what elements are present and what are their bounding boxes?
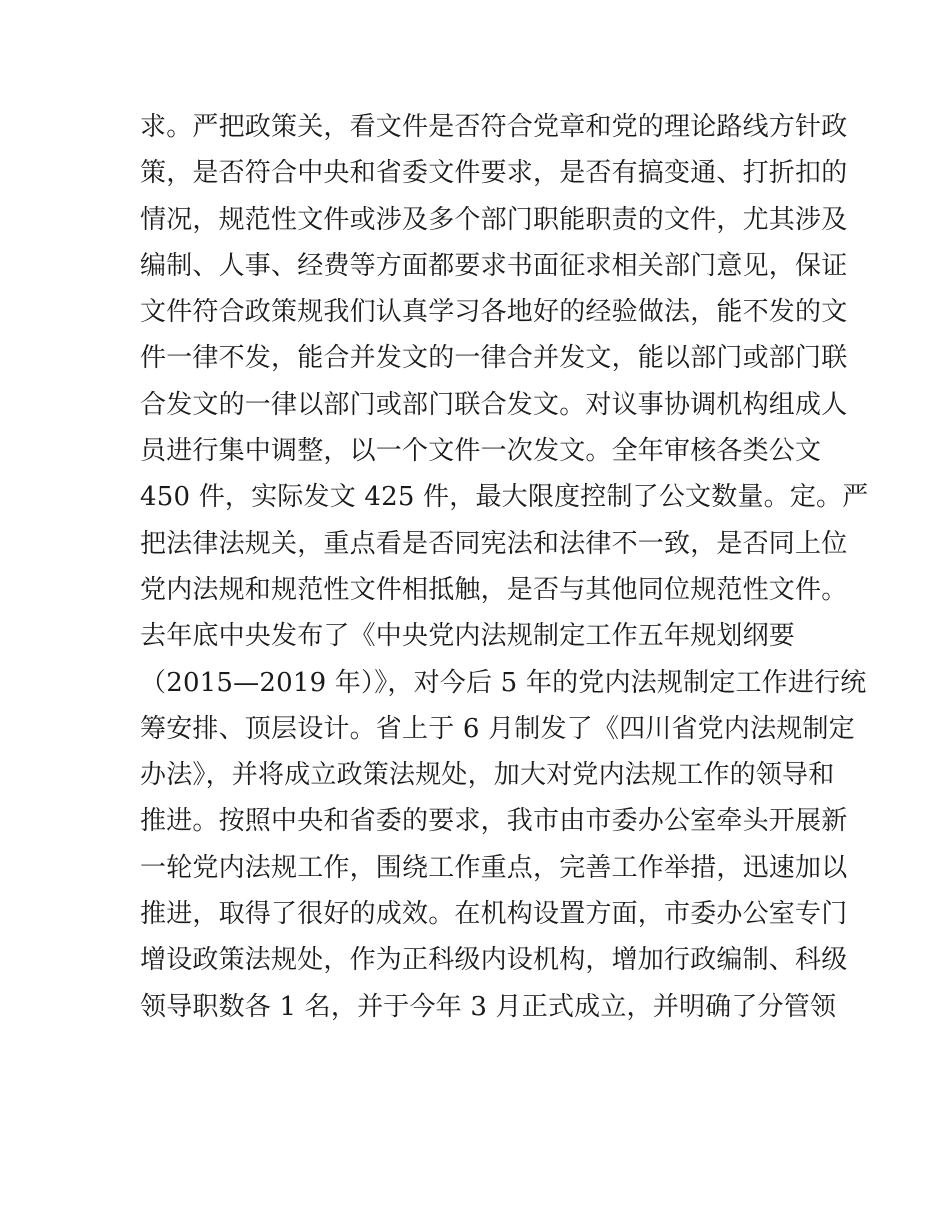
text-line: 情况，规范性文件或涉及多个部门职能职责的文件，尤其涉及 bbox=[140, 204, 848, 235]
text-line: 一轮党内法规工作，围绕工作重点，完善工作举措，迅速加以 bbox=[140, 852, 848, 883]
text-line: 文件符合政策规我们认真学习各地好的经验做法，能不发的文 bbox=[140, 297, 848, 328]
text-line: 增设政策法规处，作为正科级内设机构，增加行政编制、科级 bbox=[140, 945, 848, 976]
text-line: 员进行集中调整，以一个文件一次发文。全年审核各类公文 bbox=[140, 436, 822, 467]
body-text bbox=[140, 104, 869, 1030]
text-line: 450 件，实际发文 425 件，最大限度控制了公文数量。定。严 bbox=[140, 482, 869, 513]
text-line: 推进，取得了很好的成效。在机构设置方面，市委办公室专门 bbox=[140, 899, 848, 930]
text-line: （2015—2019 年）》，对今后 5 年的党内法规制定工作进行统 bbox=[140, 667, 867, 698]
text-line: 去年底中央发布了《中央党内法规制定工作五年规划纲要 bbox=[140, 621, 796, 652]
text-line: 推进。按照中央和省委的要求，我市由市委办公室牵头开展新 bbox=[140, 806, 848, 837]
text-line: 编制、人事、经费等方面都要求书面征求相关部门意见，保证 bbox=[140, 250, 848, 281]
text-line: 领导职数各 1 名，并于今年 3 月正式成立，并明确了分管领 bbox=[140, 991, 837, 1022]
text-line: 办法》，并将成立政策法规处，加大对党内法规工作的领导和 bbox=[140, 760, 835, 791]
text-line: 把法律法规关，重点看是否同宪法和法律不一致，是否同上位 bbox=[140, 528, 848, 559]
text-line: 求。严把政策关，看文件是否符合党章和党的理论路线方针政 bbox=[140, 112, 848, 142]
text-line: 件一律不发，能合并发文的一律合并发文，能以部门或部门联 bbox=[140, 343, 848, 374]
text-line: 筹安排、顶层设计。省上于 6 月制发了《四川省党内法规制定 bbox=[140, 713, 855, 744]
text-line: 策，是否符合中央和省委文件要求，是否有搞变通、打折扣的 bbox=[140, 158, 848, 189]
text-line: 合发文的一律以部门或部门联合发文。对议事协调机构组成人 bbox=[140, 389, 848, 420]
text-line: 党内法规和规范性文件相抵触，是否与其他同位规范性文件。 bbox=[140, 574, 848, 605]
